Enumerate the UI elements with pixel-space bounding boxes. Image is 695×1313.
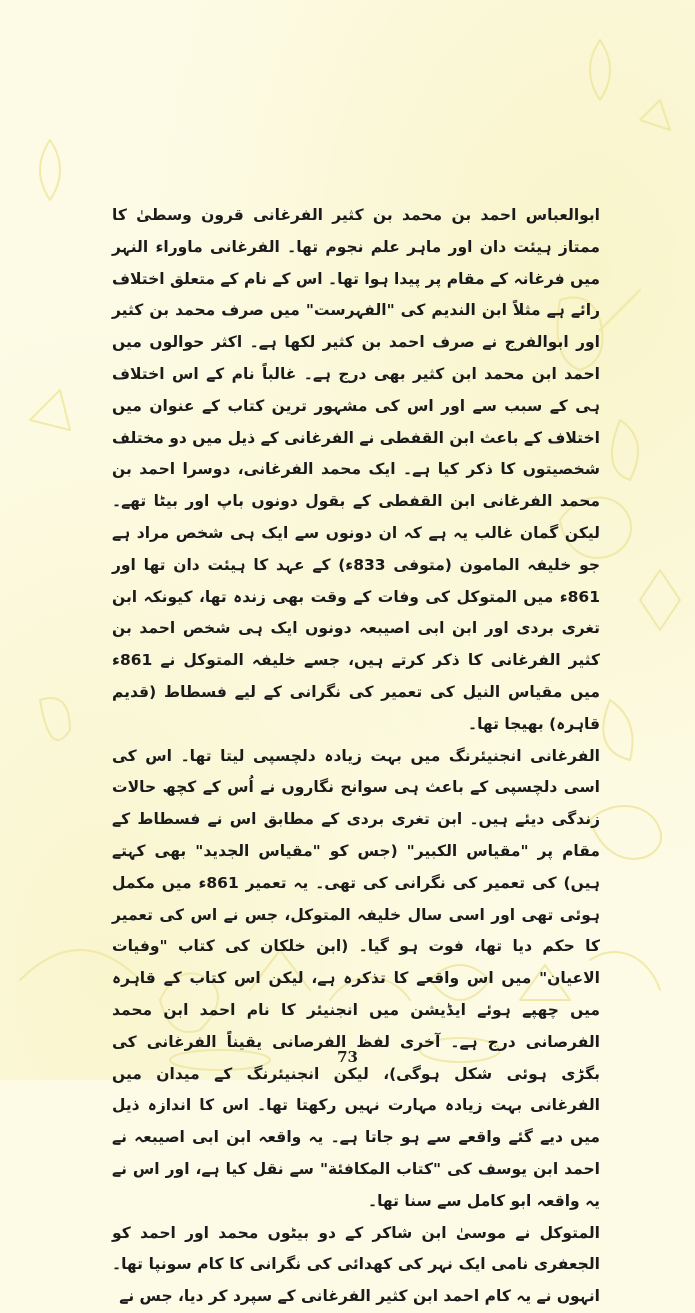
paragraph-1: ابوالعباس احمد بن محمد بن کثیر الفرغانی قرون وسطیٰ کا ممتاز ہیئت دان اور ماہر علم نجوم تھا۔ الفرغانی ماوراء النہر میں فرغانہ کے مقام پر پیدا ہوا تھا۔ اس کے نام کے متعلق اختلاف رائے ہے مثلاً ابن الندیم کی "الفہرست" میں صرف محمد بن کثیر اور ابوالفرج نے صرف احمد بن کثیر لکھا ہے۔ اکثر حوالوں میں احمد ابن محمد ابن کثیر بھی درج ہے۔ غالباً نام کے اس اختلاف ہی کے سبب سے اور اس کی مشہور ترین کتاب کے عنوان میں اختلاف کے باعث ابن القفطی نے الفرغانی کے ذیل میں دو مختلف شخصیتوں کا ذکر کیا ہے۔ ایک محمد الفرغانی، دوسرا احمد بن محمد الفرغانی ابن القفطی کے بقول دونوں باپ اور بیٹا تھے۔ لیکن گمان غالب یہ ہے کہ ان دونوں سے ایک ہی شخص مراد ہے جو خلیفہ المامون (متوفی 833ء) کے عہد کا ہیئت دان تھا اور 861ء میں المتوکل کی وفات کے وقت بھی زندہ تھا، کیونکہ ابن تغری بردی اور ابن ابی اصیبعہ دونوں ایک ہی شخص احمد بن کثیر الفرغانی کا ذکر کرتے ہیں، جسے خلیفہ المتوکل نے 861ء میں مقیاس النیل کی تعمیر کی نگرانی کے لیے فسطاط (قدیم قاہرہ) بھیجا تھا۔ bbox=[112, 206, 600, 733]
paragraph-3: المتوکل نے موسیٰ ابن شاکر کے دو بیٹوں محمد اور احمد کو الجعفری نامی ایک نہر کی کھدائی کی نگرانی کا کام سونپا تھا۔ انہوں نے یہ کام احمد ابن کثیر الفرغانی کے سپرد کر دیا، جس نے bbox=[112, 1223, 600, 1306]
paragraph-2: الفرغانی انجنیئرنگ میں بہت زیادہ دلچسپی لیتا تھا۔ اس کی اسی دلچسپی کے باعث ہی سوانح نگاروں نے اُس کے کچھ حالات زندگی دیئے ہیں۔ ابن تغری بردی کے مطابق اس نے فسطاط کے مقام پر "مقیاس الکبیر" (جس کو "مقیاس الجدید" بھی کہتے ہیں) کی تعمیر کی نگرانی کی تھی۔ یہ تعمیر 861ء میں مکمل ہوئی تھی اور اسی سال خلیفہ المتوکل، جس نے اس کی تعمیر کا حکم دیا تھا، فوت ہو گیا۔ (ابن خلکان کی کتاب "وفیات الاعیان" میں اس واقعے کا تذکرہ ہے، لیکن اس کتاب کے قاہرہ میں چھپے ہوئے ایڈیشن میں انجنیئر کا نام احمد ابن محمد الفرصانی درج ہے۔ آخری لفظ الفرصانی یقیناً الفرغانی کی بگڑی ہوئی شکل ہوگی)، لیکن انجنیئرنگ کے میدان میں الفرغانی بہت زیادہ مہارت نہیں رکھتا تھا۔ اس کا اندازہ ذیل میں دیے گئے واقعے سے ہو جاتا ہے۔ یہ واقعہ ابن ابی اصیبعہ نے احمد ابن یوسف کی "کتاب المکافئة" سے نقل کیا ہے، اور اس نے یہ واقعہ ابو کامل سے سنا تھا۔ bbox=[112, 746, 600, 1210]
body-text bbox=[112, 200, 600, 1313]
page-number: 73 bbox=[337, 1048, 358, 1066]
